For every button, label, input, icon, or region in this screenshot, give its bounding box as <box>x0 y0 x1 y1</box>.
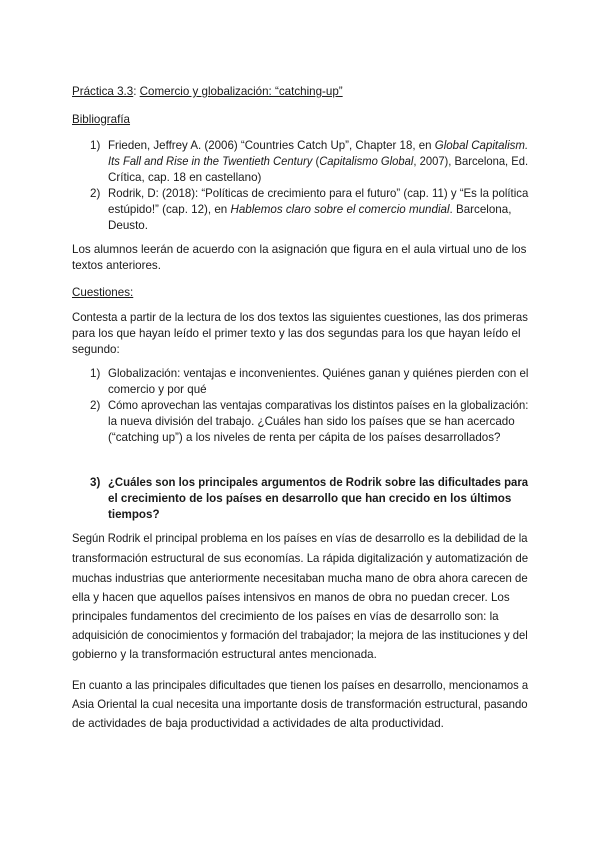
answer-p2-line-3: de actividades de baja productividad a actividades de alta productividad. <box>72 717 444 730</box>
question-2-line-3: (“catching up”) a los niveles de renta per cápita de los países desarrollados? <box>108 431 501 444</box>
answer-p1-line-7: gobierno y la transformación estructural antes mencionada. <box>72 648 377 661</box>
bib-item-1-publisher: , 2007), Barcelona, Ed. <box>413 155 529 168</box>
bib-item-2-number: 2) <box>90 187 101 200</box>
bib-item-1-line-1 <box>108 138 528 154</box>
answer-p2-line-1: En cuanto a las principales dificultades que tienen los países en desarrollo, mencionamos a <box>72 679 529 692</box>
bib-item-1-paren: ( <box>312 155 320 168</box>
question-1-number: 1) <box>90 367 101 380</box>
questions-intro-line-3: segundo: <box>72 343 120 356</box>
questions-intro-line-2: para los que hayan leído el primer texto y las dos segundas para los que hayan leído el <box>72 327 521 340</box>
answer-p1-line-2: transformación estructural de sus economías. La rápida digitalización y automatización de <box>72 552 529 565</box>
bib-item-2-line-2 <box>108 202 511 218</box>
answer-p1-line-5: principales fundamentos del crecimiento de los países en vías de desarrollo son: la <box>72 610 499 623</box>
question-3-line-2: el crecimiento de los países en desarrollo que han crecido en los últimos <box>108 492 512 505</box>
bib-item-1-text-a: Frieden, Jeffrey A. (2006) “Countries Catch Up”, Chapter 18, en <box>108 139 435 152</box>
title-separator: : <box>133 85 140 98</box>
bib-item-2-text-a: estúpido!” (cap. 12), en <box>108 203 231 216</box>
question-2-line-2: la nueva división del trabajo. ¿Cuáles han sido los países que se han acercado <box>108 415 515 428</box>
question-3-number: 3) <box>90 476 101 489</box>
answer-p2-line-2: Asia Oriental la cual necesita una importante dosis de transformación estructural, pasando <box>72 698 528 711</box>
question-2-line-1: Cómo aprovechan las ventajas comparativas los distintos países en la globalización: <box>108 399 529 412</box>
title-prefix: Práctica 3.3 <box>72 85 134 98</box>
bib-item-1-book-title-b: Its Fall and Rise in the Twentieth Century <box>108 155 313 168</box>
bib-item-2-book-title: Hablemos claro sobre el comercio mundial <box>230 203 450 216</box>
intro-line-2: textos anteriores. <box>72 259 161 272</box>
questions-intro-line-1: Contesta a partir de la lectura de los dos textos las siguientes cuestiones, las dos primeras <box>72 311 528 324</box>
title-topic: Comercio y globalización: “catching-up” <box>139 85 343 98</box>
question-1-line-1: Globalización: ventajas e inconvenientes. Quiénes ganan y quiénes pierden con el <box>108 367 529 380</box>
question-3-line-1: ¿Cuáles son los principales argumentos de Rodrik sobre las dificultades para <box>108 476 529 489</box>
bib-item-1-line-3: Crítica, cap. 18 en castellano) <box>108 171 262 184</box>
question-3-line-3: tiempos? <box>108 508 160 521</box>
answer-p1-line-3: muchas industrias que anteriormente necesitaban mucha mano de obra ahora carecen de <box>72 572 528 585</box>
bib-item-2-line-3: Deusto. <box>108 219 148 232</box>
intro-line-1: Los alumnos leerán de acuerdo con la asignación que figura en el aula virtual uno de los <box>72 243 527 256</box>
question-2-number: 2) <box>90 399 101 412</box>
bib-item-1-spanish-title: Capitalismo Global <box>319 155 414 168</box>
answer-p1-line-4: ella y hacen que aquellos países intensivos en manos de obra no puedan crecer. Los <box>72 591 510 604</box>
question-1-line-2: comercio y por qué <box>108 383 207 396</box>
bib-item-2-line-1: Rodrik, D: (2018): “Políticas de crecimiento para el futuro” (cap. 11) y “Es la política <box>108 187 529 200</box>
bib-item-1-book-title-a: Global Capitalism. <box>434 139 529 152</box>
bib-item-1-number: 1) <box>90 139 101 152</box>
page-title <box>72 84 343 100</box>
questions-heading: Cuestiones: <box>72 286 134 299</box>
answer-p1-line-6: adquisición de conocimientos y formación del trabajador; la mejora de las instituciones y del <box>72 629 528 642</box>
bibliography-heading: Bibliografía <box>72 113 131 126</box>
bib-item-1-line-2 <box>108 154 528 170</box>
answer-p1-line-1: Según Rodrik el principal problema en los países en vías de desarrollo es la debilidad de la <box>72 532 528 545</box>
bib-item-2-publisher: . Barcelona, <box>449 203 512 216</box>
